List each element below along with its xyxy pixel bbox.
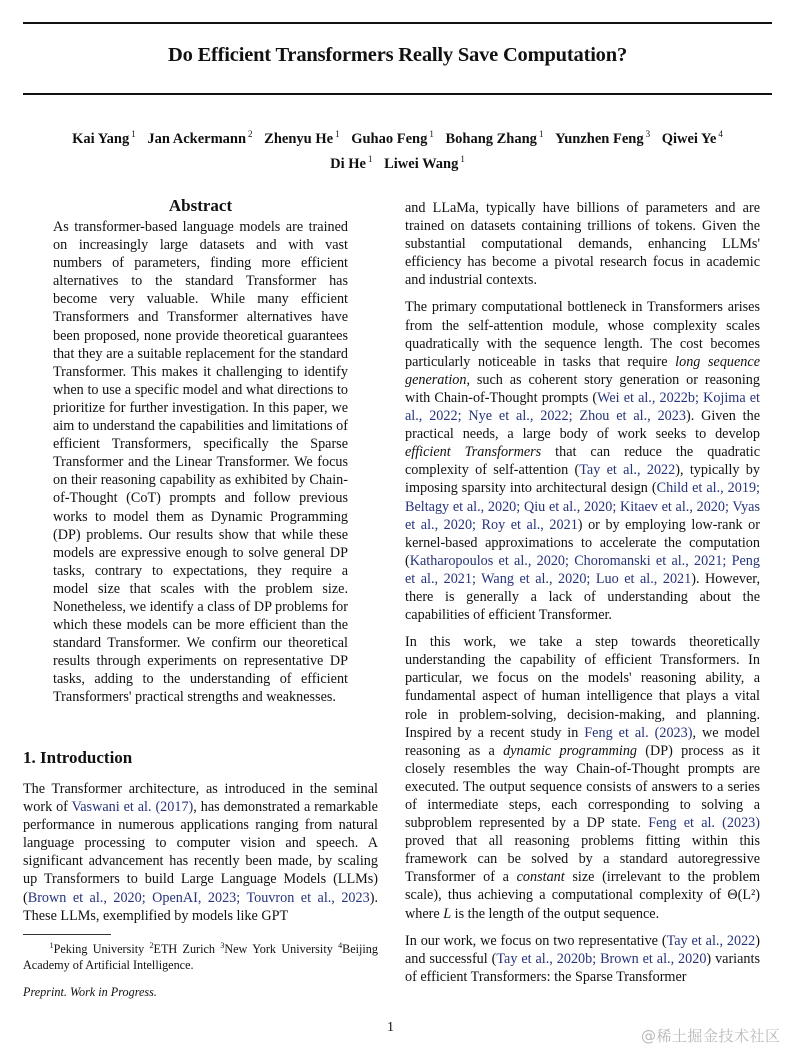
paper-title: Do Efficient Transformers Really Save Computation? [168,44,627,66]
abstract-body [53,218,348,716]
citation-link[interactable]: Tay et al., 2020b; Brown et al., 2020 [496,950,707,967]
citation-link[interactable]: Vaswani et al. (2017) [71,799,194,816]
watermark: @稀土掘金技术社区 [641,1027,781,1045]
title-rule-top [23,22,772,24]
author: Guhao Feng $^1$ [351,129,434,147]
author-list [40,124,755,174]
author: Di He $^1$ [330,153,373,172]
author: Zhenyu He $^1$ [264,129,340,147]
citation-link[interactable]: Tay et al., 2022 [579,462,676,479]
citation-link[interactable]: Feng et al. (2023) [584,724,693,741]
affiliations-footnote: $^1$Peking University $^2$ETH Zurich $^3$New York University $^4$Beijing Academy of Artificial Intelligence. [23,941,378,972]
abstract-heading: Abstract [168,196,233,215]
title-rule-bottom [23,93,772,95]
intro-paragraph: In this work, we take a step towards theoretically understanding the capability of efficient Transformers. In particular, we focus on the models' reasoning ability, a fundamental aspect of human intelligence that plays a vital role in problem-solving, decision-making, and planning. Inspired by a recent study in Feng et al. (2023), we model reasoning as a dynamic programming (DP) process as it closely resembles the way Chain-of-Thought prompts are executed. The output sequence consists of answers to a series of intermediate steps, each corresponding to solving a subproblem represented by a DP state. Feng et al. (2023) proved that all reasoning problems fitting within this framework can be solved by a standard autoregressive Transformer of a constant size (irrelevant to the problem scale), thus achieving a computational complexity of Θ(L²) where L is the length of the output sequence. [405,634,760,922]
intro-column-right [405,199,760,995]
citation-link[interactable]: Child et al., 2019; Beltagy et al., 2020; Qiu et al., 2020; Kitaev et al., 2020; Vyas et al., 2020; Roy et al., 2021 [405,480,760,533]
author: Jan Ackermann $^2$ [147,129,253,147]
author: Yunzhen Feng $^3$ [555,129,651,147]
citation-link[interactable]: Wei et al., 2022b; Kojima et al., 2022; Nye et al., 2022; Zhou et al., 2023 [405,389,760,425]
intro-paragraph: The Transformer architecture, as introduced in the seminal work of Vaswani et al. (2017), has demonstrated a remarkable performance in numerous applications ranging from natural language processing to computer vision and speech. A significant advancement has recently been made, by scaling up Transformers to build Large Language Models (LLMs) (Brown et al., 2020; OpenAI, 2023; Touvron et al., 2023). These LLMs, exemplified by models like GPT [23,781,378,924]
author: Bohang Zhang $^1$ [445,129,544,147]
intro-paragraph: In our work, we focus on two representative (Tay et al., 2022) and successful (Tay et al., 2020b; Brown et al., 2020) variants of efficient Transformers: the Sparse Transformer [405,932,760,985]
page-number: 1 [387,1020,394,1035]
intro-column-left [23,780,378,934]
author: Qiwei Ye $^4$ [661,129,723,147]
citation-link[interactable]: Feng et al. (2023) [648,815,760,832]
citation-link[interactable]: Katharopoulos et al., 2020; Choromanski et al., 2021; Peng et al., 2021; Wang et al., 2020; Luo et al., 2021 [405,552,760,587]
citation-link[interactable]: Brown et al., 2020; OpenAI, 2023; Touvron et al., 2023 [27,889,370,906]
abstract-text: As transformer-based language models are trained on increasingly large datasets and with vast numbers of parameters, finding more efficient alternatives to the standard Transformer has become very valuable. While many efficient Transformers and Transformer alternatives have been proposed, none provide theoretical guarantees that they are a suitable replacement for the standard Transformer. This makes it challenging to identify when to use a specific model and what directions to prioritize for further investigation. In this paper, we aim to understand the capabilities and limitations of efficient Transformers, specifically the Sparse Transformer and the Linear Transformer. We focus on their reasoning capability as exhibited by Chain-of-Thought (CoT) prompts and follow previous works to model them as Dynamic Programming (DP) problems. Our results show that while these models are expressive enough to solve general DP tasks, contrary to expectations, they require a model size that scales with the problem size. Nonetheless, we identify a class of DP problems for which these models can be more efficient than the standard Transformer. We confirm our theoretical results through experiments on representative DP tasks, adding to the understanding of efficient Transformers' practical strengths and weaknesses. [53,219,348,706]
intro-paragraph: and LLaMa, typically have billions of parameters and are trained on datasets containing trillions of tokens. Given the substantial computational demands, enhancing LLMs' efficiency has become a pivotal research focus in academic and industrial contexts. [405,200,760,289]
preprint-note: Preprint. Work in Progress. [23,985,157,999]
citation-link[interactable]: Tay et al., 2022 [666,932,756,949]
footnote-rule [23,934,111,935]
intro-paragraph: The primary computational bottleneck in Transformers arises from the self-attention module, whose complexity scales quadratically with the sequence length. The cost becomes particularly noticeable in tasks that require long sequence generation, such as coherent story generation or reasoning with Chain-of-Thought prompts (Wei et al., 2022b; Kojima et al., 2022; Nye et al., 2022; Zhou et al., 2023). Given the practical needs, a large body of work seeks to develop efficient Transformers that can reduce the quadratic complexity of self-attention (Tay et al., 2022), typically by imposing sparsity into architectural design (Child et al., 2019; Beltagy et al., 2020; Qiu et al., 2020; Kitaev et al., 2020; Vyas et al., 2020; Roy et al., 2021) or by employing low-rank or kernel-based approximations to accelerate the computation (Katharopoulos et al., 2020; Choromanski et al., 2021; Peng et al., 2021; Wang et al., 2020; Luo et al., 2021). However, there is generally a lack of understanding about the capabilities of efficient Transformer. [405,299,760,624]
author: Liwei Wang $^1$ [384,153,465,172]
author: Kai Yang $^1$ [72,129,136,147]
section-heading-introduction: 1. Introduction [23,748,133,767]
